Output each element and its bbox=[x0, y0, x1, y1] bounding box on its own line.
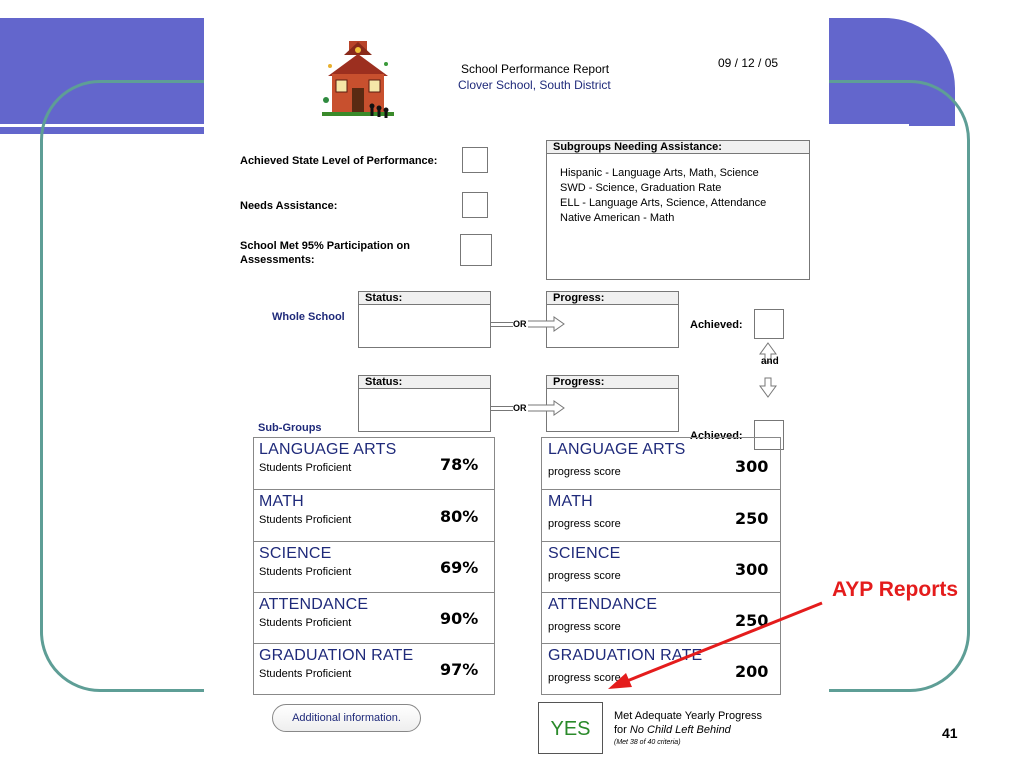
table-divider bbox=[541, 541, 781, 542]
whole-school-achieved-checkbox[interactable] bbox=[754, 309, 784, 339]
ayp-text-line3: (Met 38 of 40 criteria) bbox=[614, 739, 681, 746]
and-label: and bbox=[761, 356, 779, 367]
or-label: OR bbox=[513, 403, 527, 413]
proficiency-value: 80% bbox=[440, 507, 479, 526]
progress-subject: SCIENCE bbox=[548, 545, 621, 562]
right-arrow-icon bbox=[528, 316, 566, 332]
participation-label-line2: Assessments: bbox=[240, 254, 315, 266]
ayp-text-prefix: for bbox=[614, 724, 630, 736]
right-arrow-icon bbox=[528, 400, 566, 416]
sub-groups-status-header bbox=[358, 375, 491, 389]
table-divider bbox=[253, 541, 495, 542]
progress-label: progress score bbox=[548, 621, 621, 633]
sub-groups-progress-label: Progress: bbox=[553, 376, 605, 388]
subgroup-item: Hispanic - Language Arts, Math, Science bbox=[560, 167, 759, 179]
progress-subject: MATH bbox=[548, 493, 593, 510]
progress-label: progress score bbox=[548, 466, 621, 478]
proficiency-label: Students Proficient bbox=[259, 566, 352, 578]
progress-value: 250 bbox=[735, 509, 769, 528]
whole-school-progress-label: Progress: bbox=[553, 292, 605, 304]
participation-label-line1: School Met 95% Participation on bbox=[240, 240, 410, 252]
subgroup-item: SWD - Science, Graduation Rate bbox=[560, 182, 722, 194]
connector-line bbox=[491, 410, 513, 411]
table-divider bbox=[253, 592, 495, 593]
additional-info-button[interactable]: Additional information. bbox=[272, 704, 421, 732]
proficiency-label: Students Proficient bbox=[259, 462, 352, 474]
progress-label: progress score bbox=[548, 570, 621, 582]
proficiency-subject: GRADUATION RATE bbox=[259, 647, 414, 664]
participation-checkbox[interactable] bbox=[460, 234, 492, 266]
progress-value: 200 bbox=[735, 662, 769, 681]
progress-value: 300 bbox=[735, 560, 769, 579]
proficiency-value: 69% bbox=[440, 558, 479, 577]
double-arrow-icon bbox=[758, 342, 778, 398]
proficiency-value: 97% bbox=[440, 660, 479, 679]
progress-value: 300 bbox=[735, 457, 769, 476]
or-label: OR bbox=[513, 319, 527, 329]
subgroup-item: Native American - Math bbox=[560, 212, 675, 224]
table-divider bbox=[541, 489, 781, 490]
progress-subject: GRADUATION RATE bbox=[548, 647, 703, 664]
subgroups-list-box bbox=[546, 153, 810, 280]
school-name: Clover School, South District bbox=[458, 78, 611, 92]
report-date: 09 / 12 / 05 bbox=[718, 56, 779, 70]
connector-line bbox=[491, 406, 513, 407]
sub-groups-progress-header bbox=[546, 375, 679, 389]
whole-school-status-header bbox=[358, 291, 491, 305]
proficiency-subject: ATTENDANCE bbox=[259, 596, 369, 613]
proficiency-label: Students Proficient bbox=[259, 617, 352, 629]
needs-assistance-label: Needs Assistance: bbox=[240, 200, 338, 212]
proficiency-subject: SCIENCE bbox=[259, 545, 332, 562]
proficiency-value: 78% bbox=[440, 455, 479, 474]
page-number: 41 bbox=[942, 725, 958, 741]
sub-groups-label: Sub-Groups bbox=[258, 422, 322, 434]
progress-label: progress score bbox=[548, 672, 621, 684]
ayp-text-nclb: No Child Left Behind bbox=[629, 724, 731, 736]
proficiency-subject: MATH bbox=[259, 493, 304, 510]
ayp-yes-box: YES bbox=[538, 702, 603, 754]
achieved-label: Achieved: bbox=[690, 430, 743, 442]
table-divider bbox=[541, 592, 781, 593]
report-title: School Performance Report bbox=[461, 62, 610, 76]
callout-arrow-icon bbox=[600, 595, 830, 695]
ayp-reports-callout: AYP Reports bbox=[832, 578, 959, 601]
needs-assistance-checkbox[interactable] bbox=[462, 192, 488, 218]
achieved-label: Achieved: bbox=[690, 319, 743, 331]
connector-line bbox=[491, 326, 513, 327]
schoolhouse-icon bbox=[322, 38, 394, 124]
achieved-state-label: Achieved State Level of Performance: bbox=[240, 155, 438, 167]
achieved-state-checkbox[interactable] bbox=[462, 147, 488, 173]
proficiency-value: 90% bbox=[440, 609, 479, 628]
progress-subject: LANGUAGE ARTS bbox=[548, 441, 686, 458]
subgroups-header-box bbox=[546, 140, 810, 154]
sub-groups-status-label: Status: bbox=[365, 376, 403, 388]
table-divider bbox=[253, 489, 495, 490]
proficiency-subject: LANGUAGE ARTS bbox=[259, 441, 397, 458]
connector-line bbox=[491, 322, 513, 323]
progress-label: progress score bbox=[548, 518, 621, 530]
ayp-text-line2 bbox=[614, 724, 731, 736]
whole-school-status-label: Status: bbox=[365, 292, 403, 304]
sub-groups-status-box[interactable] bbox=[358, 388, 491, 432]
proficiency-label: Students Proficient bbox=[259, 514, 352, 526]
proficiency-label: Students Proficient bbox=[259, 668, 352, 680]
whole-school-progress-header bbox=[546, 291, 679, 305]
subgroup-item: ELL - Language Arts, Science, Attendance bbox=[560, 197, 767, 209]
whole-school-status-box[interactable] bbox=[358, 304, 491, 348]
ayp-text-line1: Met Adequate Yearly Progress bbox=[614, 710, 762, 722]
progress-subject: ATTENDANCE bbox=[548, 596, 658, 613]
table-divider bbox=[253, 643, 495, 644]
whole-school-label: Whole School bbox=[272, 311, 345, 323]
subgroups-heading: Subgroups Needing Assistance: bbox=[553, 141, 722, 153]
progress-value: 250 bbox=[735, 611, 769, 630]
